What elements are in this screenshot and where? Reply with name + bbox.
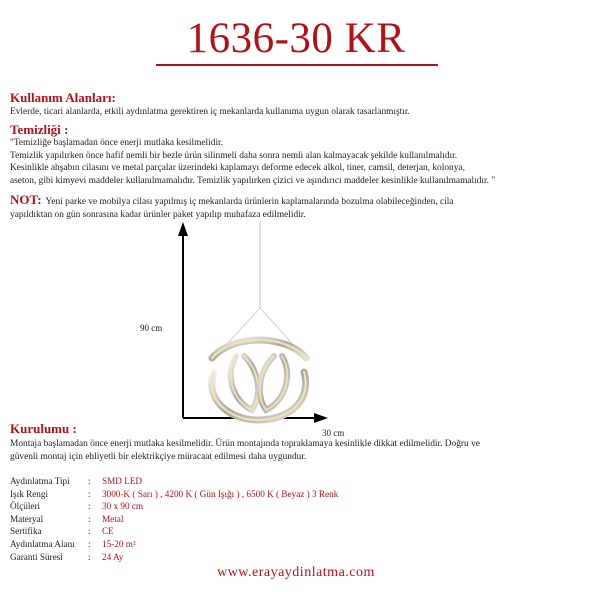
spec-separator: : bbox=[88, 551, 91, 562]
note-line-2: yapıldıktan on gün sonrasına kadar ürünler paket yapılıp muhafaza edilmelidir. bbox=[10, 209, 306, 220]
website-link[interactable]: www.erayaydinlatma.com bbox=[217, 565, 375, 580]
height-dimension-arrow bbox=[178, 222, 188, 418]
spec-value: 30 x 90 cm bbox=[102, 501, 144, 512]
spec-key: Aydınlatma Alanı bbox=[10, 538, 75, 549]
product-code-title: 1636-30 KR bbox=[186, 15, 406, 62]
cleaning-line: Temizlik yapılırken önce hafif nemli bir bezle ürün silinmeli daha sonra nemli alan kalmayacak şekilde kullanılmalıdır. bbox=[10, 150, 458, 161]
spec-key: Materyal bbox=[10, 513, 44, 524]
spec-row bbox=[10, 500, 338, 513]
spec-value: 15-20 m² bbox=[102, 538, 136, 549]
cleaning-line: "Temizliğe başlamadan önce enerji mutlaka kesilmelidir. bbox=[10, 138, 223, 148]
cleaning-line: Kesinlikle ahşabın cilasını ve metal parçalar üzerindeki kaplamayı deforme edecek alkol, tiner, camsil, deterjan, kolonya, bbox=[10, 163, 465, 174]
spec-separator: : bbox=[88, 488, 91, 499]
spec-table bbox=[10, 475, 338, 563]
spec-key: Sertifika bbox=[10, 526, 42, 537]
spec-separator: : bbox=[88, 526, 91, 537]
spec-value: SMD LED bbox=[102, 476, 143, 486]
spec-value: Metal bbox=[102, 513, 124, 524]
spec-key: Işık Rengi bbox=[10, 488, 49, 499]
note-label: NOT: bbox=[10, 192, 42, 207]
spec-separator: : bbox=[88, 538, 91, 549]
spec-row bbox=[10, 551, 338, 564]
spec-value: 24 Ay bbox=[102, 551, 124, 562]
spec-separator: : bbox=[88, 476, 91, 486]
lamp-body bbox=[212, 340, 306, 420]
installation-text bbox=[10, 438, 480, 463]
spec-key: Garanti Süresi bbox=[10, 551, 63, 562]
installation-line-1: Montaja başlamadan önce enerji mutlaka kesilmelidir. Ürün montajında topraklamaya kesinlikle dikkat edilmelidir. Doğru ve bbox=[10, 439, 480, 449]
spec-separator: : bbox=[88, 501, 91, 512]
spec-key: Aydınlatma Tipi bbox=[10, 476, 70, 486]
hanging-wires bbox=[212, 308, 306, 360]
cleaning-line: aseton, gibi kimyevi maddeler kullanılmamalıdır. Temizlik yapılırken çizici ve aşındırıcı maddeler kesinlikle kullanılmamalıdır. " bbox=[10, 175, 496, 186]
usage-heading: Kullanım Alanları: bbox=[10, 90, 116, 105]
cleaning-heading: Temizliği : bbox=[10, 122, 69, 137]
installation-line-2: güvenli montaj için ehliyetli bir elektrikçiye müracaat edilmesi daha uygundur. bbox=[10, 451, 307, 462]
installation-heading: Kurulumu : bbox=[10, 421, 77, 436]
spec-key: Ölçüleri bbox=[10, 501, 41, 512]
usage-text: Evlerde, ticari alanlarda, etkili aydınlatma gerektiren iç mekanlarda kullanıma uygun olarak tasarlanmıştır. bbox=[10, 107, 410, 117]
spec-value: 3000-K ( Sarı ) , 4200 K ( Gün Işığı ) , 6500 K ( Beyaz ) 3 Renk bbox=[102, 488, 339, 499]
spec-row bbox=[10, 538, 338, 551]
spec-separator: : bbox=[88, 513, 91, 524]
spec-row bbox=[10, 488, 338, 501]
note-line-1: Yeni parke ve mobilya cilası yapılmış iç mekanlarda ürünlerin kaplamalarında bozulma olabileceğinden, cila bbox=[45, 197, 454, 207]
spec-row bbox=[10, 475, 338, 488]
spec-row bbox=[10, 513, 338, 526]
width-dimension-label: 30 cm bbox=[322, 428, 345, 438]
spec-value: CE bbox=[102, 526, 114, 537]
height-dimension-label: 90 cm bbox=[140, 323, 163, 333]
spec-row bbox=[10, 525, 338, 538]
